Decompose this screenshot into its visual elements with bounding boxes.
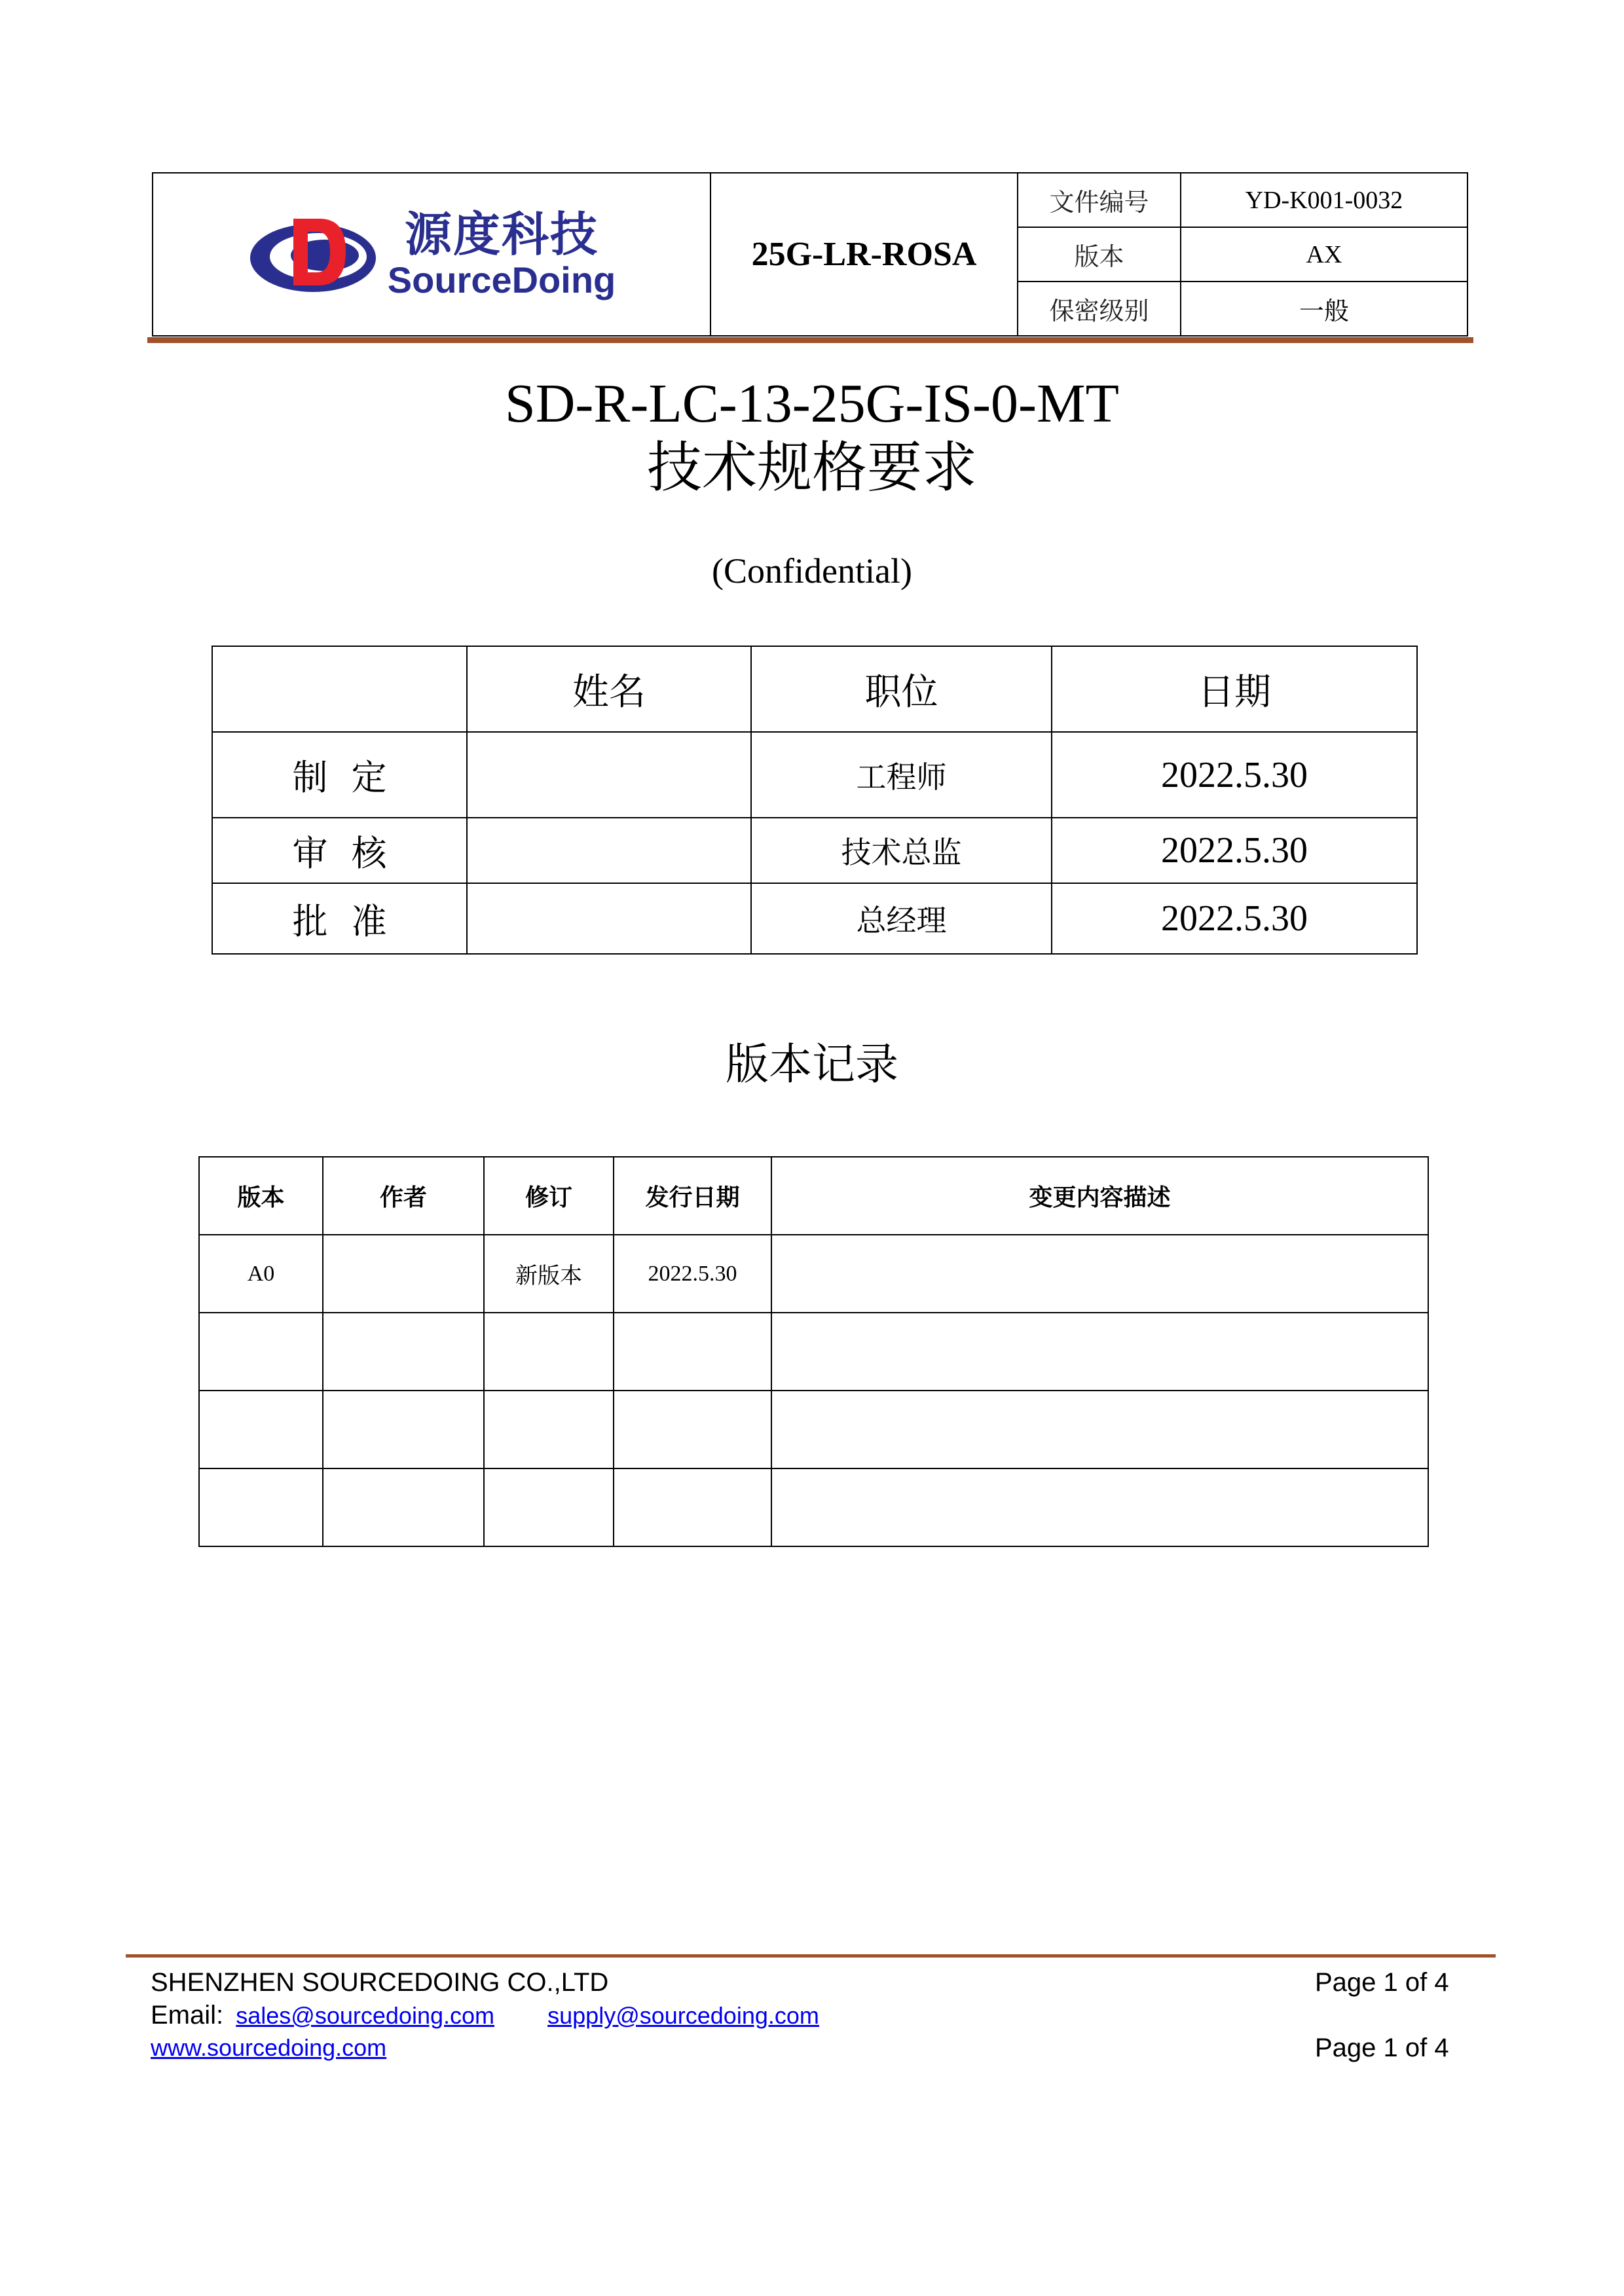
security-level-label: 保密级别: [1018, 282, 1181, 336]
revision-row: [199, 1391, 1428, 1468]
revision-cell: [323, 1313, 484, 1391]
header-table: [152, 172, 1468, 337]
revision-record-title: 版本记录: [726, 1039, 898, 1089]
approval-table: [212, 646, 1418, 955]
approval-role: 审核: [212, 818, 467, 883]
footer-website-link-wrap: [151, 2036, 386, 2060]
revision-cell: A0: [199, 1235, 323, 1313]
revision-header-version: 版本: [199, 1157, 323, 1235]
revision-cell: [771, 1468, 1428, 1546]
file-number-value: YD-K001-0032: [1181, 173, 1467, 227]
revision-cell: [323, 1391, 484, 1468]
revision-cell: [199, 1313, 323, 1391]
approval-row: [212, 818, 1417, 883]
revision-cell: [484, 1313, 614, 1391]
approval-header-name: 姓名: [467, 646, 751, 732]
confidentiality-note: (Confidential): [712, 551, 912, 591]
revision-header-description: 变更内容描述: [771, 1157, 1428, 1235]
revision-cell: [614, 1391, 771, 1468]
footer-email-supply-link[interactable]: supply@sourcedoing.com: [547, 2002, 819, 2029]
revision-cell: 新版本: [484, 1235, 614, 1313]
revision-cell: [614, 1468, 771, 1546]
approval-date: 2022.5.30: [1052, 883, 1417, 954]
approval-name: [467, 818, 751, 883]
revision-cell: 2022.5.30: [614, 1235, 771, 1313]
revision-row: [199, 1468, 1428, 1546]
footer-page-bottom: Page 1 of 4: [1315, 2033, 1449, 2062]
approval-header-blank: [212, 646, 467, 732]
footer-email-sales-link[interactable]: sales@sourcedoing.com: [236, 2002, 494, 2029]
approval-date: 2022.5.30: [1052, 732, 1417, 818]
revision-cell: [771, 1235, 1428, 1313]
approval-role: 批准: [212, 883, 467, 954]
revision-cell: [771, 1391, 1428, 1468]
file-number-label: 文件编号: [1018, 173, 1181, 227]
footer-page-top: Page 1 of 4: [1315, 1968, 1449, 1997]
revision-header-revision: 修订: [484, 1157, 614, 1235]
approval-name: [467, 883, 751, 954]
footer-website-link[interactable]: www.sourcedoing.com: [151, 2034, 387, 2061]
revision-row: [199, 1313, 1428, 1391]
security-level-value: 一般: [1181, 282, 1467, 336]
revision-cell: [323, 1468, 484, 1546]
approval-row: [212, 883, 1417, 954]
revision-cell: [771, 1313, 1428, 1391]
approval-row: [212, 732, 1417, 818]
document-title: 技术规格要求: [646, 435, 977, 500]
logo-english-text: SourceDoing: [387, 259, 616, 301]
approval-date: 2022.5.30: [1052, 818, 1417, 883]
logo-cell: [153, 173, 710, 336]
approval-name: [467, 732, 751, 818]
approval-role: 制定: [212, 732, 467, 818]
revision-cell: [484, 1468, 614, 1546]
header-divider: [147, 337, 1473, 343]
revision-header-author: 作者: [323, 1157, 484, 1235]
approval-position: 总经理: [751, 883, 1052, 954]
revision-header-release-date: 发行日期: [614, 1157, 771, 1235]
approval-position: 技术总监: [751, 818, 1052, 883]
document-code: SD-R-LC-13-25G-IS-0-MT: [505, 373, 1119, 434]
revision-table: [198, 1156, 1429, 1547]
approval-header-date: 日期: [1052, 646, 1417, 732]
revision-cell: [199, 1391, 323, 1468]
footer-email-line: [151, 2002, 819, 2028]
product-name: 25G-LR-ROSA: [710, 173, 1018, 336]
revision-header-row: [199, 1157, 1428, 1235]
revision-cell: [484, 1391, 614, 1468]
footer-company: SHENZHEN SOURCEDOING CO.,LTD: [151, 1968, 609, 1997]
logo-mark-icon: [248, 206, 378, 304]
revision-cell: [323, 1235, 484, 1313]
logo-chinese-text: 源度科技: [404, 206, 599, 262]
footer-email-label: Email:: [151, 2001, 224, 2030]
approval-position: 工程师: [751, 732, 1052, 818]
company-logo: [153, 173, 710, 335]
revision-cell: [199, 1468, 323, 1546]
approval-header-row: [212, 646, 1417, 732]
footer-divider: [126, 1954, 1496, 1958]
version-label: 版本: [1018, 227, 1181, 282]
revision-cell: [614, 1313, 771, 1391]
approval-header-position: 职位: [751, 646, 1052, 732]
version-value: AX: [1181, 227, 1467, 282]
revision-row: [199, 1235, 1428, 1313]
